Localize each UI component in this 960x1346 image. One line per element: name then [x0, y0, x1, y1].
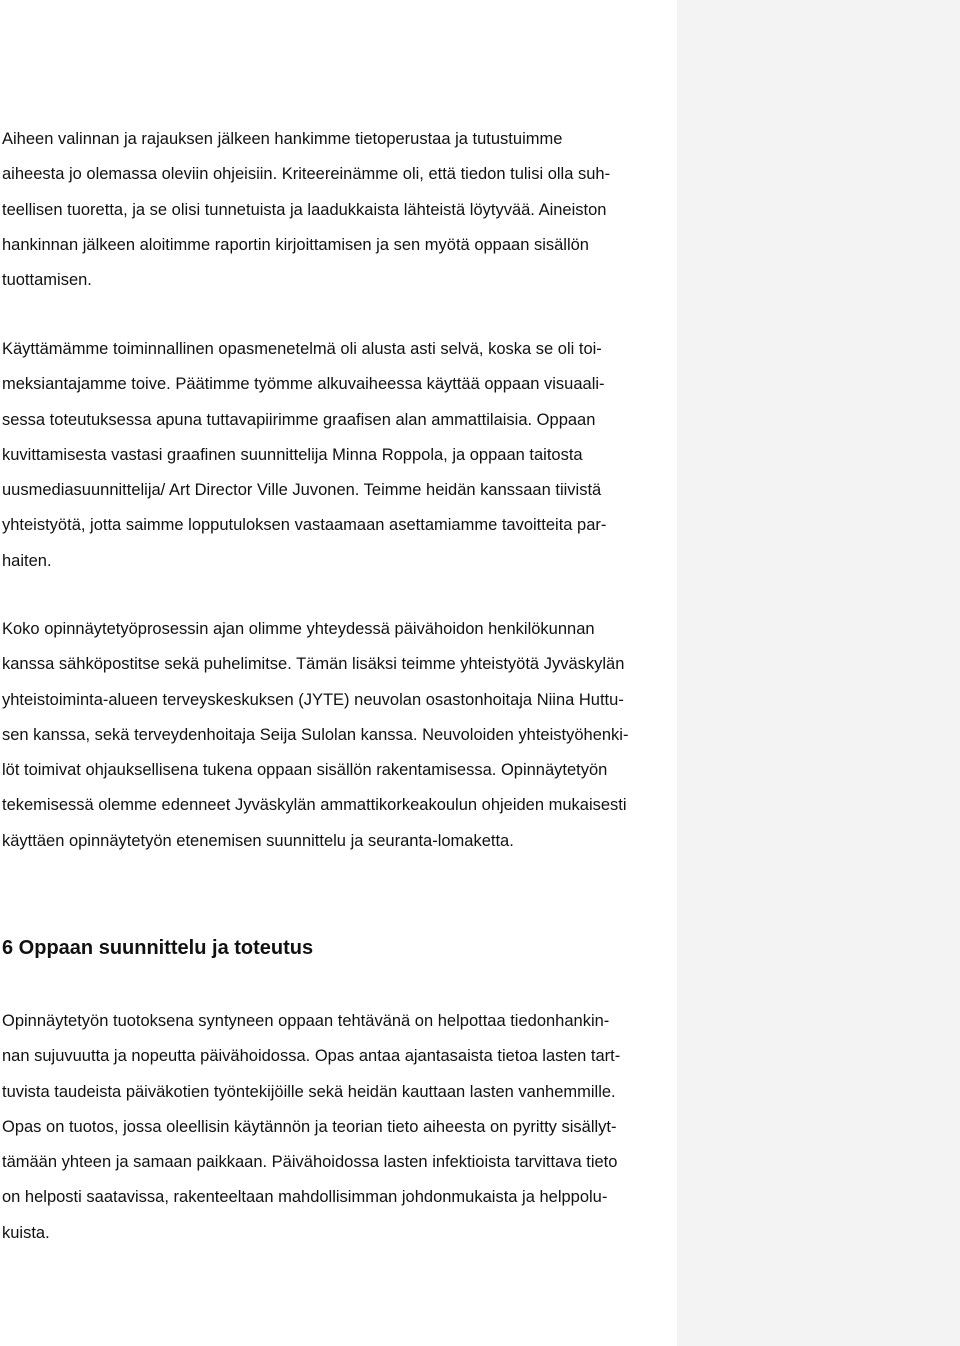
paragraph-line: Aiheen valinnan ja rajauksen jälkeen hankimme tietoperustaa ja tutustuimme: [2, 130, 563, 148]
paragraph-2: [2, 332, 674, 579]
paragraph-line: tuvista taudeista päiväkotien työntekijöille sekä heidän kauttaan lasten vanhemmille.: [2, 1082, 616, 1101]
paragraph-4: [2, 1004, 674, 1251]
paragraph-line: kuista.: [2, 1223, 50, 1242]
paragraph-line: tämään yhteen ja samaan paikkaan. Päivähoidossa lasten infektioista tarvittava tieto: [2, 1153, 618, 1172]
paragraph-line: sen kanssa, sekä terveydenhoitaja Seija Sulolan kanssa. Neuvoloiden yhteistyöhenki-: [2, 725, 629, 744]
paragraph-line: nan sujuvuutta ja nopeutta päivähoidossa. Opas antaa ajantasaista tietoa lasten tart-: [2, 1047, 621, 1066]
paragraph-line: sessa toteutuksessa apuna tuttavapiirimme graafisen alan ammattilaisia. Oppaan: [2, 410, 596, 429]
paragraph-line: kanssa sähköpostitse sekä puhelimitse. Tämän lisäksi teimme yhteistyötä Jyväskylän: [2, 655, 625, 674]
paragraph-line: Koko opinnäytetyöprosessin ajan olimme yhteydessä päivähoidon henkilökunnan: [2, 620, 595, 638]
paragraph-3: [2, 612, 674, 859]
paragraph-line: tuottamisen.: [2, 271, 92, 290]
paragraph-1: [2, 122, 674, 298]
paragraph-line: aiheesta jo olemassa oleviin ohjeisiin. Kriteereinämme oli, että tiedon tulisi olla suh-: [2, 165, 611, 184]
paragraph-line: Opas on tuotos, jossa oleellisin käytännön ja teorian tieto aiheesta on pyritty sisällyt-: [2, 1117, 617, 1136]
paragraph-line: yhteistyötä, jotta saimme lopputuloksen vastaamaan asettamiamme tavoitteita par-: [2, 516, 607, 535]
section-heading: 6 Oppaan suunnittelu ja toteutus: [2, 937, 314, 959]
paragraph-line: löt toimivat ohjauksellisena tukena oppaan sisällön rakentamisessa. Opinnäytetyön: [2, 761, 608, 780]
paragraph-line: yhteistoiminta-alueen terveyskeskuksen (JYTE) neuvolan osastonhoitaja Niina Huttu-: [2, 690, 624, 709]
paragraph-line: meksiantajamme toive. Päätimme työmme alkuvaiheessa käyttää oppaan visuaali-: [2, 375, 605, 394]
paragraph-line: on helposti saatavissa, rakenteeltaan mahdollisimman johdonmukaista ja helppolu-: [2, 1188, 608, 1207]
paragraph-line: käyttäen opinnäytetyön etenemisen suunnittelu ja seuranta-lomaketta.: [2, 831, 514, 850]
comment-margin-pane: [677, 0, 960, 1346]
paragraph-line: uusmediasuunnittelija/ Art Director Ville Juvonen. Teimme heidän kanssaan tiivistä: [2, 481, 602, 500]
paragraph-line: hankinnan jälkeen aloitimme raportin kirjoittamisen ja sen myötä oppaan sisällön: [2, 235, 589, 254]
paragraph-line: teellisen tuoretta, ja se olisi tunnetuista ja laadukkaista lähteistä löytyvää. Aineiston: [2, 200, 607, 219]
paragraph-line: Opinnäytetyön tuotoksena syntyneen oppaan tehtävänä on helpottaa tiedonhankin-: [2, 1012, 610, 1030]
paragraph-line: kuvittamisesta vastasi graafinen suunnittelija Minna Roppola, ja oppaan taitosta: [2, 445, 583, 464]
paragraph-line: Käyttämämme toiminnallinen opasmenetelmä oli alusta asti selvä, koska se oli toi-: [2, 340, 602, 358]
paragraph-line: tekemisessä olemme edenneet Jyväskylän ammattikorkeakoulun ohjeiden mukaisesti: [2, 796, 627, 815]
paragraph-line: haiten.: [2, 551, 52, 570]
